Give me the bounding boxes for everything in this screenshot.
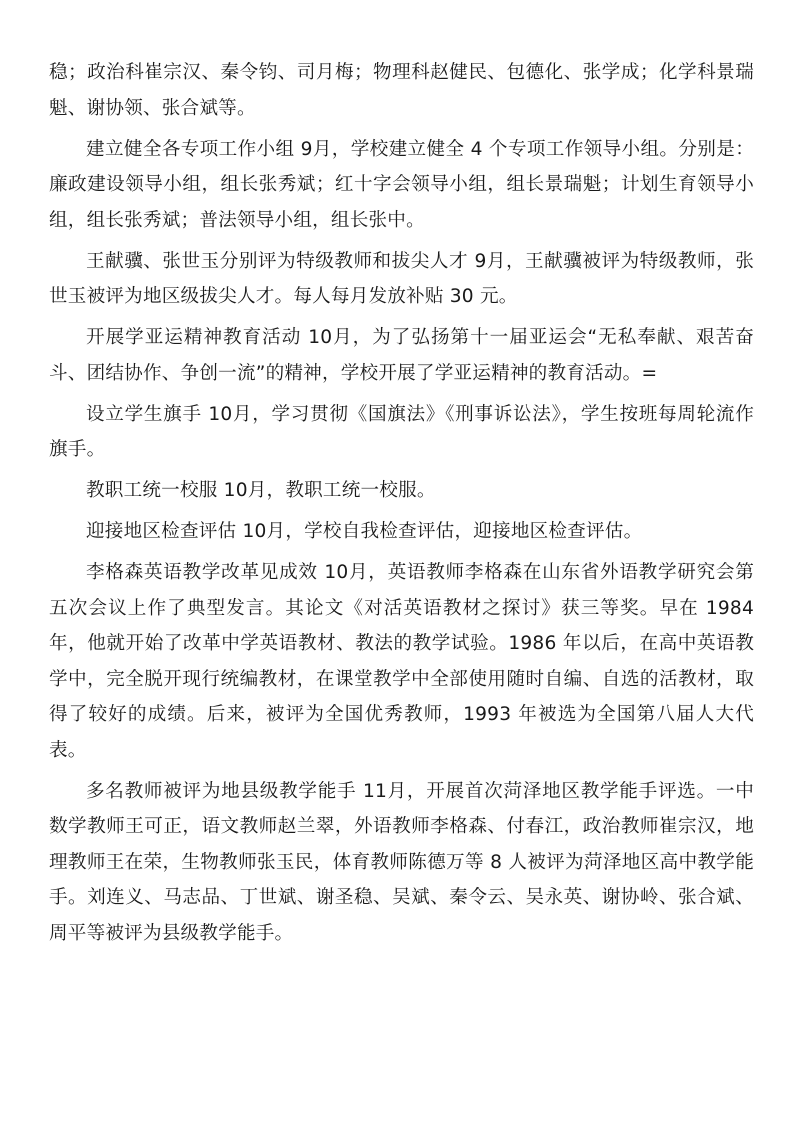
- paragraph-special-teacher: 王献骥、张世玉分别评为特级教师和拔尖人才 9月，王献骥被评为特级教师，张世玉被评为地区级拔尖人才。每人每月发放补贴 30 元。: [49, 250, 754, 307]
- paragraph-work-groups: 建立健全各专项工作小组 9月，学校建立健全 4 个专项工作领导小组。分别是：廉政建设领导小组，组长张秀斌；红十字会领导小组，组长景瑞魁；计划生育领导小组，组长张秀斌；普法领导小组，组长张中。: [49, 138, 754, 231]
- paragraph-continuation: 稳；政治科崔宗汉、秦令钧、司月梅；物理科赵健民、包德化、张学成；化学科景瑞魁、谢协领、张合斌等。: [49, 62, 754, 119]
- paragraph-uniform: 教职工统一校服 10月，教职工统一校服。: [86, 480, 436, 501]
- document-page: [49, 55, 754, 957]
- paragraph-asian-games: 开展学亚运精神教育活动 10月，为了弘扬第十一届亚运会“无私奉献、艰苦奋斗、团结协作、争创一流”的精神，学校开展了学亚运精神的教育活动。=: [49, 327, 754, 384]
- paragraph-flag-bearer: 设立学生旗手 10月，学习贯彻《国旗法》《刑事诉讼法》，学生按班每周轮流作旗手。: [49, 403, 754, 460]
- paragraph-teaching-experts: 多名教师被评为地县级教学能手 11月，开展首次菏泽地区教学能手评选。一中数学教师王可正，语文教师赵兰翠，外语教师李格森、付春江，政治教师崔宗汉，地理教师王在荣，生物教师张玉民，体育教师陈德万等 8 人被评为菏泽地区高中教学能手。刘连义、马志品、丁世斌、谢圣稳、吴斌、秦令云、吴永英、谢协岭、张合斌、周平等被评为县级教学能手。: [49, 780, 754, 944]
- paragraph-english-reform: 李格森英语教学改革见成效 10月，英语教师李格森在山东省外语教学研究会第五次会议上作了典型发言。其论文《对活英语教材之探讨》获三等奖。早在 1984 年，他就开始了改革中学英语教材、教法的教学试验。1986 年以后，在高中英语教学中，完全脱开现行统编教材，在课堂教学中全部使用随时自编、自选的活教材，取得了较好的成绩。后来，被评为全国优秀教师，1993 年被选为全国第八届人大代表。: [49, 562, 754, 761]
- paragraph-inspection: 迎接地区检查评估 10月，学校自我检查评估，迎接地区检查评估。: [86, 521, 643, 542]
